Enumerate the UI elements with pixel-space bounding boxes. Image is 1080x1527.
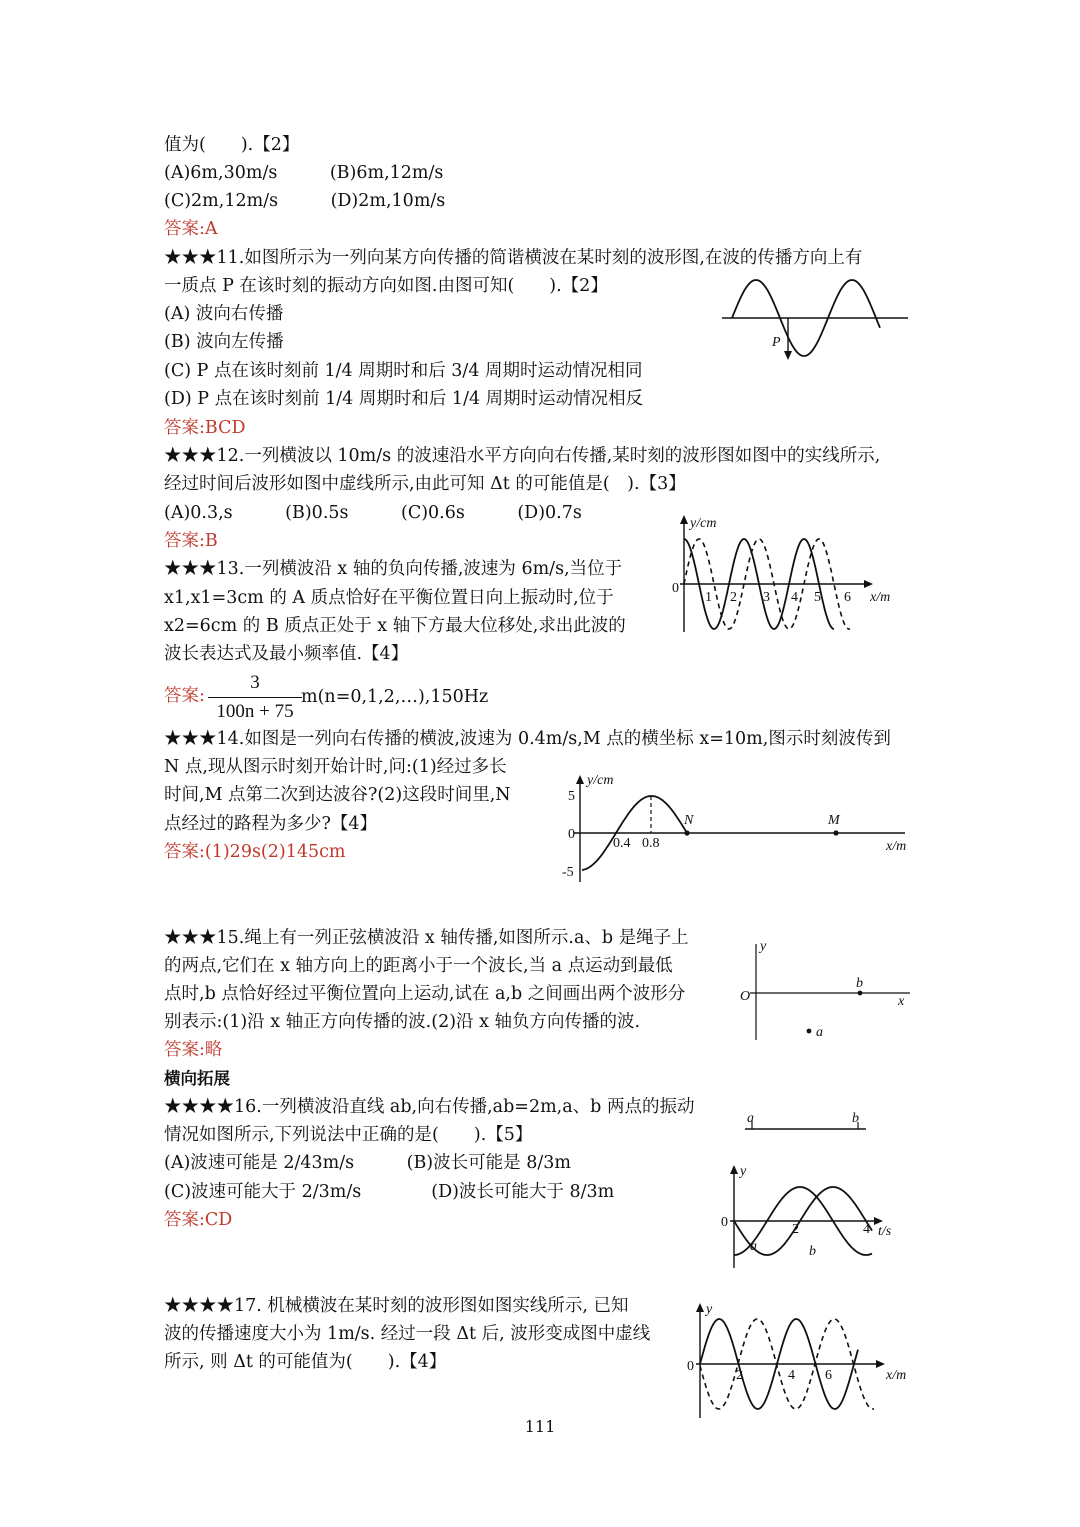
q12-tick-6: 6 [844, 590, 851, 605]
q15-point-a [807, 1029, 812, 1034]
q12-origin: 0 [672, 581, 679, 596]
q15-stem-4: 别表示:(1)沿 x 轴正方向传播的波.(2)沿 x 轴负方向传播的波. [164, 1012, 641, 1032]
q17-tick-4: 4 [788, 1368, 795, 1383]
q15-origin: O [740, 989, 751, 1004]
q16-options-cd: (C)波速可能大于 2/3m/s (D)波长可能大于 8/3m [164, 1182, 615, 1202]
page-number: 111 [524, 1417, 556, 1436]
q17-tick-6: 6 [825, 1368, 832, 1383]
q11-stem-1: ★★★11.如图所示为一列向某方向传播的简谐横波在某时刻的波形图,在波的传播方向上有 [164, 248, 863, 268]
q17-stem-1: ★★★★17. 机械横波在某时刻的波形图如图实线所示, 已知 [164, 1296, 629, 1316]
q13-answer-fraction [208, 670, 302, 725]
q14-point-n [684, 830, 689, 835]
q16-curve-a-label: a [750, 1239, 757, 1254]
q14-y-bottom: -5 [562, 865, 574, 880]
q16-t-label: t/s [878, 1224, 892, 1239]
q14-stem-3: 时间,M 点第二次到达波谷?(2)这段时间里,N [164, 785, 511, 805]
q15-stem-2: 的两点,它们在 x 轴方向上的距离小于一个波长,当 a 点运动到最低 [164, 956, 673, 976]
q15-answer: 答案:略 [164, 1040, 223, 1060]
q11-stem-2: 一质点 P 在该时刻的振动方向如图.由图可知( ).【2】 [164, 276, 608, 296]
q11-wave-figure [720, 266, 912, 366]
q16-line-a-label: a [747, 1111, 754, 1126]
q15-figure [730, 936, 920, 1042]
q14-stem-4: 点经过的路程为多少?【4】 [164, 814, 378, 834]
q15-stem-3: 点时,b 点恰好经过平衡位置向上运动,试在 a,b 之间画出两个波形分 [164, 984, 686, 1004]
q15-stem-1: ★★★15.绳上有一列正弦横波沿 x 轴传播,如图所示.a、b 是绳子上 [164, 928, 689, 948]
q13-stem-3: x2=6cm 的 B 质点正处于 x 轴下方最大位移处,求出此波的 [164, 616, 626, 636]
q12-wave-figure [668, 512, 904, 636]
q16-vibration-figure [718, 1160, 904, 1272]
q10-stem-end: 值为( ).【2】 [164, 135, 300, 155]
q12-tick-3: 3 [763, 590, 770, 605]
q17-wave-figure [684, 1298, 920, 1420]
q14-tick-a: 0.4 [613, 836, 631, 851]
q13-stem-4: 波长表达式及最小频率值.【4】 [164, 644, 409, 664]
q12-stem-2: 经过时间后波形如图中虚线所示,由此可知 Δt 的可能值是( ).【3】 [164, 474, 686, 494]
q11-option-b: (B) 波向左传播 [164, 332, 284, 352]
q17-stem-3: 所示, 则 Δt 的可能值为( ).【4】 [164, 1352, 447, 1372]
q12-tick-2: 2 [730, 590, 737, 605]
q14-stem-1: ★★★14.如图是一列向右传播的横波,波速为 0.4m/s,M 点的横坐标 x=10m,图示时刻波传到 [164, 729, 891, 749]
q11-option-d: (D) P 点在该时刻前 1/4 周期时和后 1/4 周期时运动情况相反 [164, 389, 644, 409]
q16-tick-2: 2 [792, 1222, 799, 1237]
q15-x-label: x [898, 994, 905, 1009]
q12-tick-1: 1 [705, 590, 712, 605]
q13-answer-label: 答案: [164, 686, 205, 706]
q17-x-label: x/m [886, 1368, 907, 1383]
q14-origin: 0 [568, 827, 575, 842]
q14-answer: 答案:(1)29s(2)145cm [164, 842, 346, 862]
q16-line-b-label: b [852, 1111, 859, 1126]
q12-tick-5: 5 [814, 590, 821, 605]
q13-answer-rest: m(n=0,1,2,…),150Hz [301, 687, 489, 707]
q16-stem-2: 情况如图所示,下列说法中正确的是( ).【5】 [164, 1125, 533, 1145]
q11-point-label: P [772, 335, 781, 350]
fraction-bar [208, 697, 302, 698]
q15-a-label: a [816, 1025, 823, 1040]
q12-x-label: x/m [870, 590, 891, 605]
q14-n-label: N [684, 813, 694, 828]
q14-y-top: 5 [568, 789, 575, 804]
q15-point-b [858, 991, 863, 996]
q16-y-label: y [740, 1164, 747, 1179]
q16-options-ab: (A)波速可能是 2/43m/s (B)波长可能是 8/3m [164, 1153, 571, 1173]
q11-answer: 答案:BCD [164, 418, 246, 438]
q14-x-label: x/m [886, 839, 907, 854]
q15-b-label: b [856, 976, 863, 991]
q14-m-label: M [828, 813, 840, 828]
q12-y-label: y/cm [690, 516, 717, 531]
q10-options-cd: (C)2m,12m/s (D)2m,10m/s [164, 191, 446, 211]
q11-option-a: (A) 波向右传播 [164, 304, 284, 324]
q16-origin: 0 [721, 1215, 728, 1230]
q12-tick-4: 4 [791, 590, 798, 605]
q12-options: (A)0.3,s (B)0.5s (C)0.6s (D)0.7s [164, 503, 582, 523]
q16-tick-4: 4 [863, 1222, 870, 1237]
q14-y-label: y/cm [587, 773, 614, 788]
q12-stem-1: ★★★12.一列横波以 10m/s 的波速沿水平方向向右传播,某时刻的波形图如图中的实线所示, [164, 446, 881, 466]
q17-y-label: y [706, 1302, 713, 1317]
q13-stem-1: ★★★13.一列横波沿 x 轴的负向传播,波速为 6m/s,当位于 [164, 559, 623, 579]
q17-tick-2: 2 [736, 1368, 743, 1383]
q16-stem-1: ★★★★16.一列横波沿直线 ab,向右传播,ab=2m,a、b 两点的振动 [164, 1097, 695, 1117]
q17-origin: 0 [687, 1359, 694, 1374]
q10-options-ab: (A)6m,30m/s (B)6m,12m/s [164, 163, 444, 183]
q16-ab-line-figure [740, 1108, 870, 1134]
section-heading: 横向拓展 [164, 1069, 230, 1088]
q14-point-m [833, 830, 838, 835]
q12-answer: 答案:B [164, 531, 218, 551]
q13-stem-2: x1,x1=3cm 的 A 质点恰好在平衡位置日向上振动时,位于 [164, 588, 614, 608]
q14-tick-b: 0.8 [642, 836, 660, 851]
q11-arrow-head [784, 351, 792, 360]
q14-stem-2: N 点,现从图示时刻开始计时,问:(1)经过多长 [164, 757, 507, 777]
q16-answer: 答案:CD [164, 1210, 233, 1230]
q11-option-c: (C) P 点在该时刻前 1/4 周期时和后 3/4 周期时运动情况相同 [164, 361, 643, 381]
q15-y-label: y [760, 939, 767, 954]
fraction-numerator: 3 [250, 672, 260, 693]
q16-curve-b-label: b [809, 1244, 816, 1259]
q14-wave-figure [560, 770, 920, 888]
fraction-denominator: 100n + 75 [216, 701, 294, 722]
q17-stem-2: 波的传播速度大小为 1m/s. 经过一段 Δt 后, 波形变成图中虚线 [164, 1324, 651, 1344]
q10-answer: 答案:A [164, 219, 218, 239]
